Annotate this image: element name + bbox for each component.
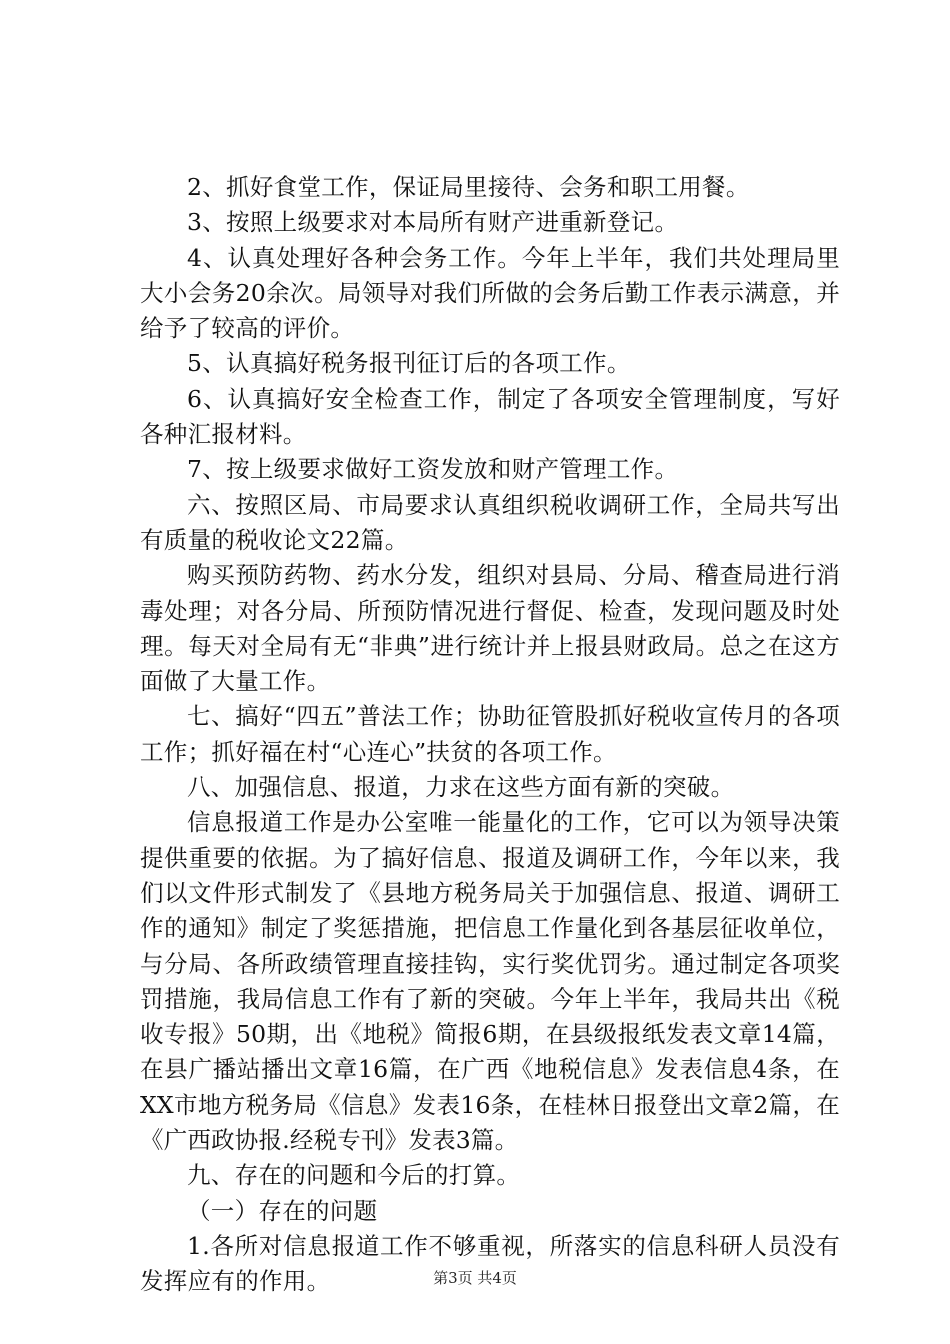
page-footer: 第3页 共4页 bbox=[433, 1269, 517, 1287]
paragraph-section-6: 六、按照区局、市局要求认真组织税收调研工作，全局共写出有质量的税收论文22篇。 bbox=[140, 490, 840, 554]
paragraph-item-4: 4、认真处理好各种会务工作。今年上半年，我们共处理局里大小会务20余次。局领导对我们所做的会务后勤工作表示满意，并给予了较高的评价。 bbox=[140, 243, 840, 343]
document-body bbox=[140, 170, 840, 1300]
paragraph-section-8: 八、加强信息、报道，力求在这些方面有新的突破。 bbox=[187, 773, 735, 802]
paragraph-information-report: 信息报道工作是办公室唯一能量化的工作，它可以为领导决策提供重要的依据。为了搞好信息、报道及调研工作，今年以来，我们以文件形式制发了《县地方税务局关于加强信息、报道、调研工作的通知》制定了奖惩措施，把信息工作量化到各基层征收单位，与分局、各所政绩管理直接挂钩，实行奖优罚劣。通过制定各项奖罚措施，我局信息工作有了新的突破。今年上半年，我局共出《税收专报》50期，出《地税》简报6期，在县级报纸发表文章14篇，在县广播站播出文章16篇，在广西《地税信息》发表信息4条，在XX市地方税务局《信息》发表16条，在桂林日报登出文章2篇，在《广西政协报.经税专刊》发表3篇。 bbox=[140, 808, 840, 1155]
paragraph-section-9: 九、存在的问题和今后的打算。 bbox=[187, 1161, 521, 1190]
paragraph-subsection-problems: （一）存在的问题 bbox=[187, 1196, 378, 1225]
paragraph-sars-prevention: 购买预防药物、药水分发，组织对县局、分局、稽查局进行消毒处理；对各分局、所预防情况进行督促、检查，发现问题及时处理。每天对全局有无“非典”进行统计并上报县财政局。总之在这方面做了大量工作。 bbox=[140, 561, 840, 696]
paragraph-item-6: 6、认真搞好安全检查工作，制定了各项安全管理制度，写好各种汇报材料。 bbox=[140, 384, 840, 449]
paragraph-item-5: 5、认真搞好税务报刊征订后的各项工作。 bbox=[187, 349, 631, 378]
paragraph-item-2: 2、抓好食堂工作，保证局里接待、会务和职工用餐。 bbox=[187, 173, 750, 201]
paragraph-problem-1: 1.各所对信息报道工作不够重视，所落实的信息科研人员没有发挥应有的作用。 bbox=[140, 1231, 840, 1296]
paragraph-section-7: 七、搞好“四五”普法工作；协助征管股抓好税收宣传月的各项工作；抓好福在村“心连心”扶贫的各项工作。 bbox=[140, 702, 840, 766]
paragraph-item-7: 7、按上级要求做好工资发放和财产管理工作。 bbox=[187, 455, 679, 484]
paragraph-item-3: 3、按照上级要求对本局所有财产进重新登记。 bbox=[187, 208, 679, 237]
